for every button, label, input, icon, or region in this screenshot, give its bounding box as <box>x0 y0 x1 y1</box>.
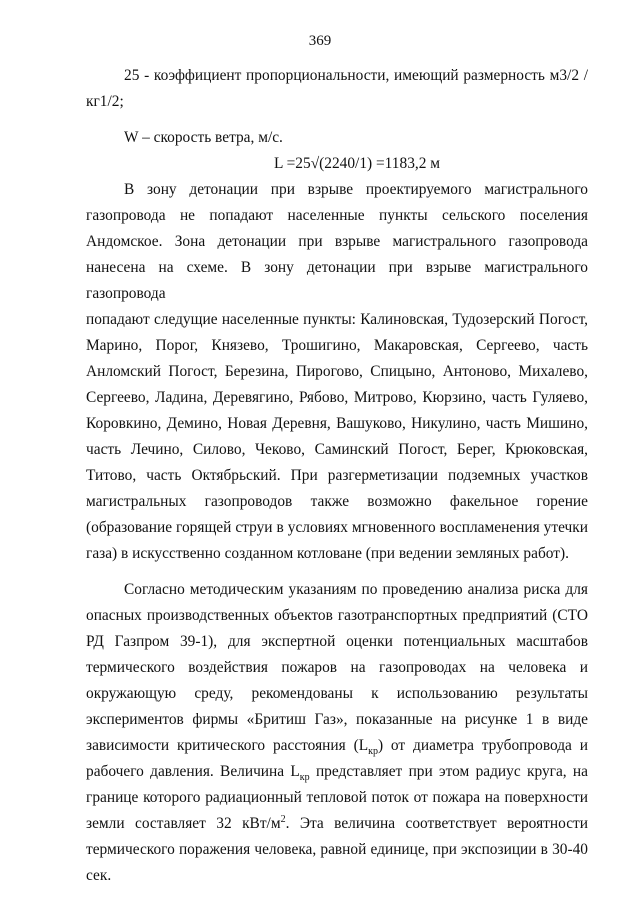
text-fragment: . Эта величина соответствует вероятности <box>285 815 588 832</box>
subscript: кр <box>299 772 310 784</box>
text-line: термического поражения человека, равной единице, при экспозиции в 30-40 <box>86 841 588 858</box>
text-line: опасных производственных объектов газотранспортных предприятий (СТО <box>86 607 588 624</box>
text-line: Анломский Погост, Березина, Пирогово, Спицыно, Антоново, Михалево, <box>86 363 588 380</box>
text-line: 25 - коэффициент пропорциональности, имеющий размерность м3/2 / <box>124 67 588 84</box>
text-fragment: представляет при этом радиус круга, на <box>309 763 588 780</box>
text-line: часть Лечино, Силово, Чеково, Саминский Погост, Берег, Крюковская, <box>86 441 588 458</box>
text-line: окружающую среду, рекомендованы к использованию результаты <box>86 685 588 702</box>
text-fragment: зависимости критического расстояния (L <box>86 737 369 754</box>
paragraph-coefficient <box>86 63 588 115</box>
text-line: газа) в искусственно созданном котловане (при ведении земляных работ). <box>86 545 569 562</box>
text-line: термического воздействия пожаров на газопроводах на человека и <box>86 659 588 676</box>
superscript: 2 <box>280 813 286 825</box>
page-number: 369 <box>308 33 332 49</box>
text-line: В зону детонации при взрыве проектируемого магистрального <box>124 181 588 198</box>
text-line: Коровкино, Демино, Новая Деревня, Вашуково, Никулино, часть Мишино, <box>86 415 588 432</box>
text-line <box>86 811 588 837</box>
subscript: кр <box>368 746 378 758</box>
text-line <box>86 759 588 785</box>
paragraph-methodology <box>86 577 588 889</box>
text-line: (образование горящей струи в условиях мгновенного воспламенения утечки <box>86 519 588 536</box>
paragraph-detonation <box>86 177 588 567</box>
text-line: попадают следущие населенные пункты: Калиновская, Тудозерский Погост, <box>86 311 588 328</box>
formula-line: L =25√(2240/1) =1183,2 м <box>273 155 441 172</box>
text-fragment: рабочего давления. Величина L <box>86 763 300 780</box>
text-line: Марино, Порог, Князево, Трошигино, Макаровская, Сергеево, часть <box>86 337 588 354</box>
text-line: нанесена на схеме. В зону детонации при взрыве магистрального газопровода <box>86 259 588 302</box>
text-fragment: земли составляет 32 кВт/м <box>86 815 281 832</box>
text-line: экспериментов фирмы «Бритиш Газ», показанные на рисунке 1 в виде <box>86 711 588 728</box>
text-line: Андомское. Зона детонации при взрыве магистрального газопровода <box>86 233 588 250</box>
text-line: W – скорость ветра, м/с. <box>124 129 283 146</box>
page-body <box>86 63 588 889</box>
text-line: кг1/2; <box>86 93 124 110</box>
text-line: газопровода не попадают населенные пункты сельского поселения <box>86 207 588 224</box>
text-line: Сергеево, Ладина, Деревягино, Рябово, Митрово, Кюрзино, часть Гуляево, <box>86 389 588 406</box>
text-line: РД Газпром 39-1), для экспертной оценки потенциальных масштабов <box>86 633 588 650</box>
text-fragment: ) от диаметра трубопровода и <box>377 737 588 754</box>
text-line: магистральных газопроводов также возможно факельное горение <box>86 493 588 510</box>
paragraph-wind <box>86 125 588 151</box>
text-line: Согласно методическим указаниям по проведению анализа риска для <box>124 581 588 598</box>
text-line: границе которого радиационный тепловой поток от пожара на поверхности <box>86 789 588 806</box>
text-line: Титово, часть Октябрьский. При разгерметизации подземных участков <box>86 467 588 484</box>
text-line: сек. <box>86 867 112 884</box>
text-line <box>86 733 588 759</box>
formula <box>86 151 588 177</box>
